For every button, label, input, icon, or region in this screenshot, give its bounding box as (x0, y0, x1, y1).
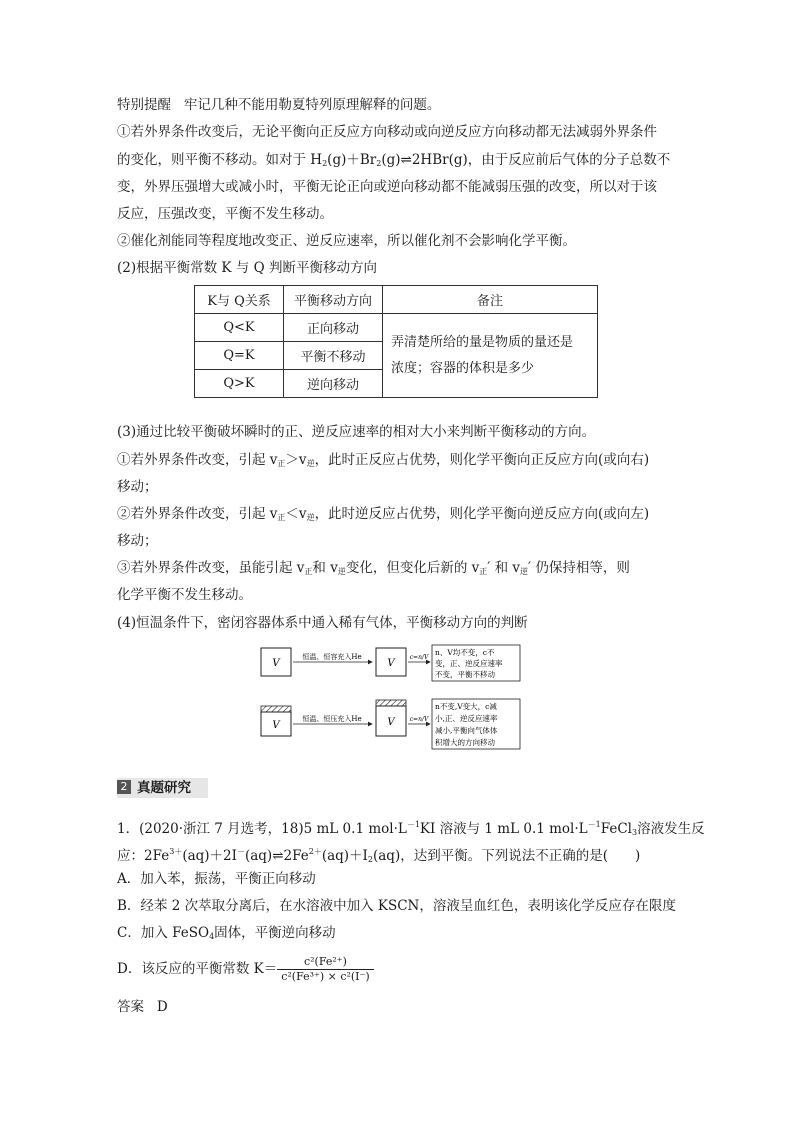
section3-p1-cont: 移动； (117, 479, 158, 495)
option-c: C．加入 FeSO$_4$固体，平衡逆向移动 (117, 925, 336, 941)
tip-paragraph (117, 96, 679, 114)
result-text: n不变,V变大，c减 (435, 702, 497, 711)
section3-p3-cont: 化学平衡不发生移动。 (117, 587, 252, 603)
table-note-cell: 弄清楚所给的量是物质的量还是 浓度；容器的体积是多少 (383, 314, 598, 398)
table-header: 备注 (383, 286, 598, 314)
table-cell: 正向移动 (284, 314, 383, 342)
result-text: 积增大的方向移动 (435, 738, 495, 747)
equilibrium-symbol: ⇌ (272, 848, 284, 864)
section3-p3: ③若外界条件改变，虽能引起 $v_正$和 $v_逆$变化，但变化后新的 $v_正'$ 和 $v_逆'$ 仍保持相等，则 (117, 560, 630, 576)
tip-text: 牢记几种不能用勒夏特列原理解释的问题。 (183, 97, 441, 113)
section-header (117, 778, 208, 798)
result-text: 小,正、逆反应速率 (435, 714, 498, 723)
point1-line1: ①若外界条件改变后，无论平衡向正反应方向移动或向逆反应方向移动都无法减弱外界条件 (117, 124, 657, 140)
formula: c=n/V (409, 654, 429, 661)
table-cell: Q>K (195, 370, 284, 398)
question-line2: 应：$2Fe^{3+}(aq)+2I^-(aq)\rightleftharpoons 2Fe^{2+}(aq)+I_2(aq)$，达到平衡。下列说法不正确的是( ) (117, 847, 641, 864)
question-line1: 1．(2020·浙江 7 月选考，18)5 mL 0.1 $mol\cdot L^{-1}KI$ 溶液与 1 mL 0.1 $mol\cdot L^{-1}FeCl_3$溶液发生反 (117, 820, 705, 837)
point1-line4: 反应，压强改变，平衡不发生移动。 (117, 206, 333, 222)
vessel-label: V (387, 658, 395, 669)
table-header-row (195, 286, 598, 314)
row-constant-volume (261, 645, 520, 681)
answer (117, 998, 679, 1016)
section3-p2-cont: 移动； (117, 533, 158, 549)
section4-title: (4)恒温条件下，密闭容器体系中通入稀有气体，平衡移动方向的判断 (117, 615, 528, 631)
result-text: n、V均不变，c不 (435, 648, 495, 657)
result-text: 变，正、逆反应速率 (435, 659, 503, 668)
section-number: 2 (117, 780, 131, 794)
formula: c=n/V (409, 716, 429, 723)
equilibrium-symbol: ⇌ (400, 152, 412, 168)
table-header: 平衡移动方向 (284, 286, 383, 314)
piston (376, 700, 406, 706)
answer-label: 答案 (117, 999, 144, 1015)
result-text: 减小,平衡向气体体 (435, 726, 498, 735)
point1-line3: 变，外界压强增大或减小时，平衡无论正向或逆向移动都不能减弱压强的改变，所以对于该 (117, 179, 657, 195)
option-a: A．加入苯，振荡，平衡正向移动 (117, 871, 316, 887)
section-title: 真题研究 (137, 780, 191, 796)
table-cell: 平衡不移动 (284, 342, 383, 370)
section3-p2: ②若外界条件改变，引起 $v_正<v_逆$，此时逆反应占优势，则化学平衡向逆反应方向(或向左) (117, 506, 650, 522)
kq-table (194, 285, 598, 398)
vessel-label: V (272, 720, 280, 731)
table-header: K与 Q关系 (195, 286, 284, 314)
section3-p1: ①若外界条件改变，引起 $v_正>v_逆$，此时正反应占优势，则化学平衡向正反应方向(或向右) (117, 452, 650, 468)
table-cell: 逆向移动 (284, 370, 383, 398)
vessel-label: V (272, 658, 280, 669)
table-cell: Q=K (195, 342, 284, 370)
section3-title: (3)通过比较平衡破坏瞬时的正、逆反应速率的相对大小来判断平衡移动的方向。 (117, 424, 596, 440)
arrow-label: 恒温、恒压充入He (302, 715, 362, 723)
table-cell: Q<K (195, 314, 284, 342)
answer-value: D (156, 999, 168, 1015)
inert-gas-diagram (260, 644, 540, 750)
table-row (195, 314, 598, 342)
row-constant-pressure (261, 699, 520, 749)
option-b: B．经苯 2 次萃取分离后，在水溶液中加入 KSCN，溶液呈血红色，表明该化学反应存在限度 (117, 898, 676, 914)
equilibrium-constant-fraction: $\frac{\text{c²(Fe²⁺)}}{\text{c²(Fe³⁺) × c²(I⁻)}}$ (277, 955, 373, 984)
piston (261, 706, 291, 712)
point2: ②催化剂能同等程度地改变正、逆反应速率，所以催化剂不会影响化学平衡。 (117, 233, 576, 249)
tip-label: 特别提醒 (117, 97, 171, 113)
vessel-label: V (387, 717, 395, 728)
option-d: D．该反应的平衡常数 K＝ $\frac{\text{c²(Fe²⁺)}}{\text{c²(Fe³⁺) × c²(I⁻)}}$ (117, 952, 679, 986)
arrow-label: 恒温、恒容充入He (302, 653, 362, 661)
section2-title: (2)根据平衡常数 K 与 Q 判断平衡移动方向 (117, 260, 377, 276)
point1-line2: 的变化，则平衡不移动。如对于 $H_2(g)+Br_2(g)\rightleftharpoons 2HBr(g)$，由于反应前后气体的分子总数不 (117, 152, 671, 168)
result-text: 不变，平衡不移动 (435, 670, 495, 679)
